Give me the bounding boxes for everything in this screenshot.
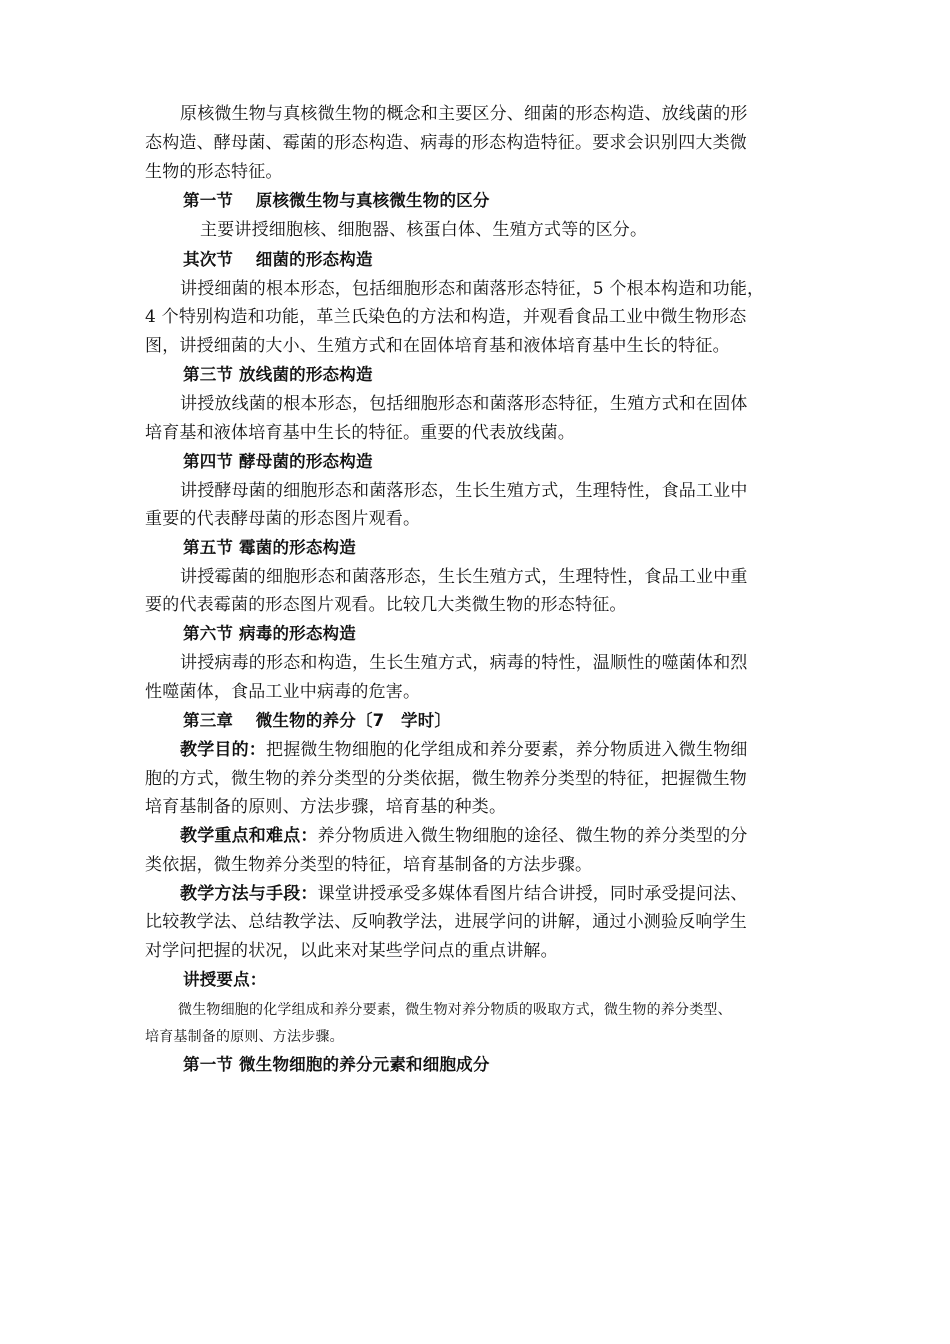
section-3-heading: 第三节 放线菌的形态构造 xyxy=(183,365,373,384)
section-2-body-1: 讲授细菌的根本形态，包括细胞形态和菌落形态特征，5 个根本构造和功能， xyxy=(180,279,765,299)
section-4-body-2: 重要的代表酵母菌的形态图片观看。 xyxy=(145,509,421,529)
section-5-body-2: 要的代表霉菌的形态图片观看。比较几大类微生物的形态特征。 xyxy=(145,595,627,615)
points-line-1: 微生物细胞的化学组成和养分要素，微生物对养分物质的吸取方式，微生物的养分类型、 xyxy=(178,1002,732,1018)
section-1-body-1: 主要讲授细胞核、细胞器、核蛋白体、生殖方式等的区分。 xyxy=(200,220,648,240)
section-2-body-2: 4 个特别构造和功能，革兰氏染色的方法和构造，并观看食品工业中微生物形态 xyxy=(145,307,747,327)
intro-line-3: 生物的形态特征。 xyxy=(145,162,283,182)
objective-label: 教学目的： xyxy=(180,740,266,760)
objective-line-1 xyxy=(180,740,748,760)
section-5-body-1: 讲授霉菌的细胞形态和菌落形态，生长生殖方式，生理特性，食品工业中重 xyxy=(180,567,748,587)
objective-line-3: 培育基制备的原则、方法步骤，培育基的种类。 xyxy=(145,797,507,817)
section-3-body-1: 讲授放线菌的根本形态，包括细胞形态和菌落形态特征，生殖方式和在固体 xyxy=(180,394,748,414)
points-label: 讲授要点： xyxy=(183,970,267,989)
intro-line-2: 态构造、酵母菌、霉菌的形态构造、病毒的形态构造特征。要求会识别四大类微 xyxy=(145,133,747,153)
key-text: 养分物质进入微生物细胞的途径、微生物的养分类型的分 xyxy=(317,826,748,846)
chapter-3-section-1-heading: 第一节 微生物细胞的养分元素和细胞成分 xyxy=(183,1055,490,1074)
method-label: 教学方法与手段： xyxy=(180,884,318,904)
section-4-body-1: 讲授酵母菌的细胞形态和菌落形态，生长生殖方式，生理特性，食品工业中 xyxy=(180,481,748,501)
section-6-heading: 第六节 病毒的形态构造 xyxy=(183,624,356,643)
section-2-heading: 其次节 细菌的形态构造 xyxy=(183,250,373,269)
section-1-heading: 第一节 原核微生物与真核微生物的区分 xyxy=(183,191,490,210)
points-line-2: 培育基制备的原则、方法步骤。 xyxy=(145,1029,344,1045)
method-text: 课堂讲授承受多媒体看图片结合讲授，同时承受提问法、 xyxy=(317,884,748,904)
objective-line-2: 胞的方式，微生物的养分类型的分类依据，微生物养分类型的特征，把握微生物 xyxy=(145,769,747,789)
section-6-body-1: 讲授病毒的形态和构造，生长生殖方式，病毒的特性，温顺性的噬菌体和烈 xyxy=(180,653,748,673)
key-label: 教学重点和难点： xyxy=(180,826,318,846)
chapter-3-heading: 第三章 微生物的养分〔7 学时〕 xyxy=(183,711,452,730)
section-6-body-2: 性噬菌体，食品工业中病毒的危害。 xyxy=(145,682,421,702)
key-line-2: 类依据，微生物养分类型的特征，培育基制备的方法步骤。 xyxy=(145,855,593,875)
method-line-3: 对学问把握的状况，以此来对某些学问点的重点讲解。 xyxy=(145,941,558,961)
intro-line-1: 原核微生物与真核微生物的概念和主要区分、细菌的形态构造、放线菌的形 xyxy=(180,104,748,124)
key-line-1 xyxy=(180,826,748,846)
objective-text: 把握微生物细胞的化学组成和养分要素，养分物质进入微生物细 xyxy=(266,740,748,760)
section-5-heading: 第五节 霉菌的形态构造 xyxy=(183,538,356,557)
method-line-2: 比较教学法、总结教学法、反响教学法，进展学问的讲解，通过小测验反响学生 xyxy=(145,912,747,932)
method-line-1 xyxy=(180,884,748,904)
section-3-body-2: 培育基和液体培育基中生长的特征。重要的代表放线菌。 xyxy=(145,423,575,443)
section-4-heading: 第四节 酵母菌的形态构造 xyxy=(183,452,373,471)
section-2-body-3: 图，讲授细菌的大小、生殖方式和在固体培育基和液体培育基中生长的特征。 xyxy=(145,336,730,356)
